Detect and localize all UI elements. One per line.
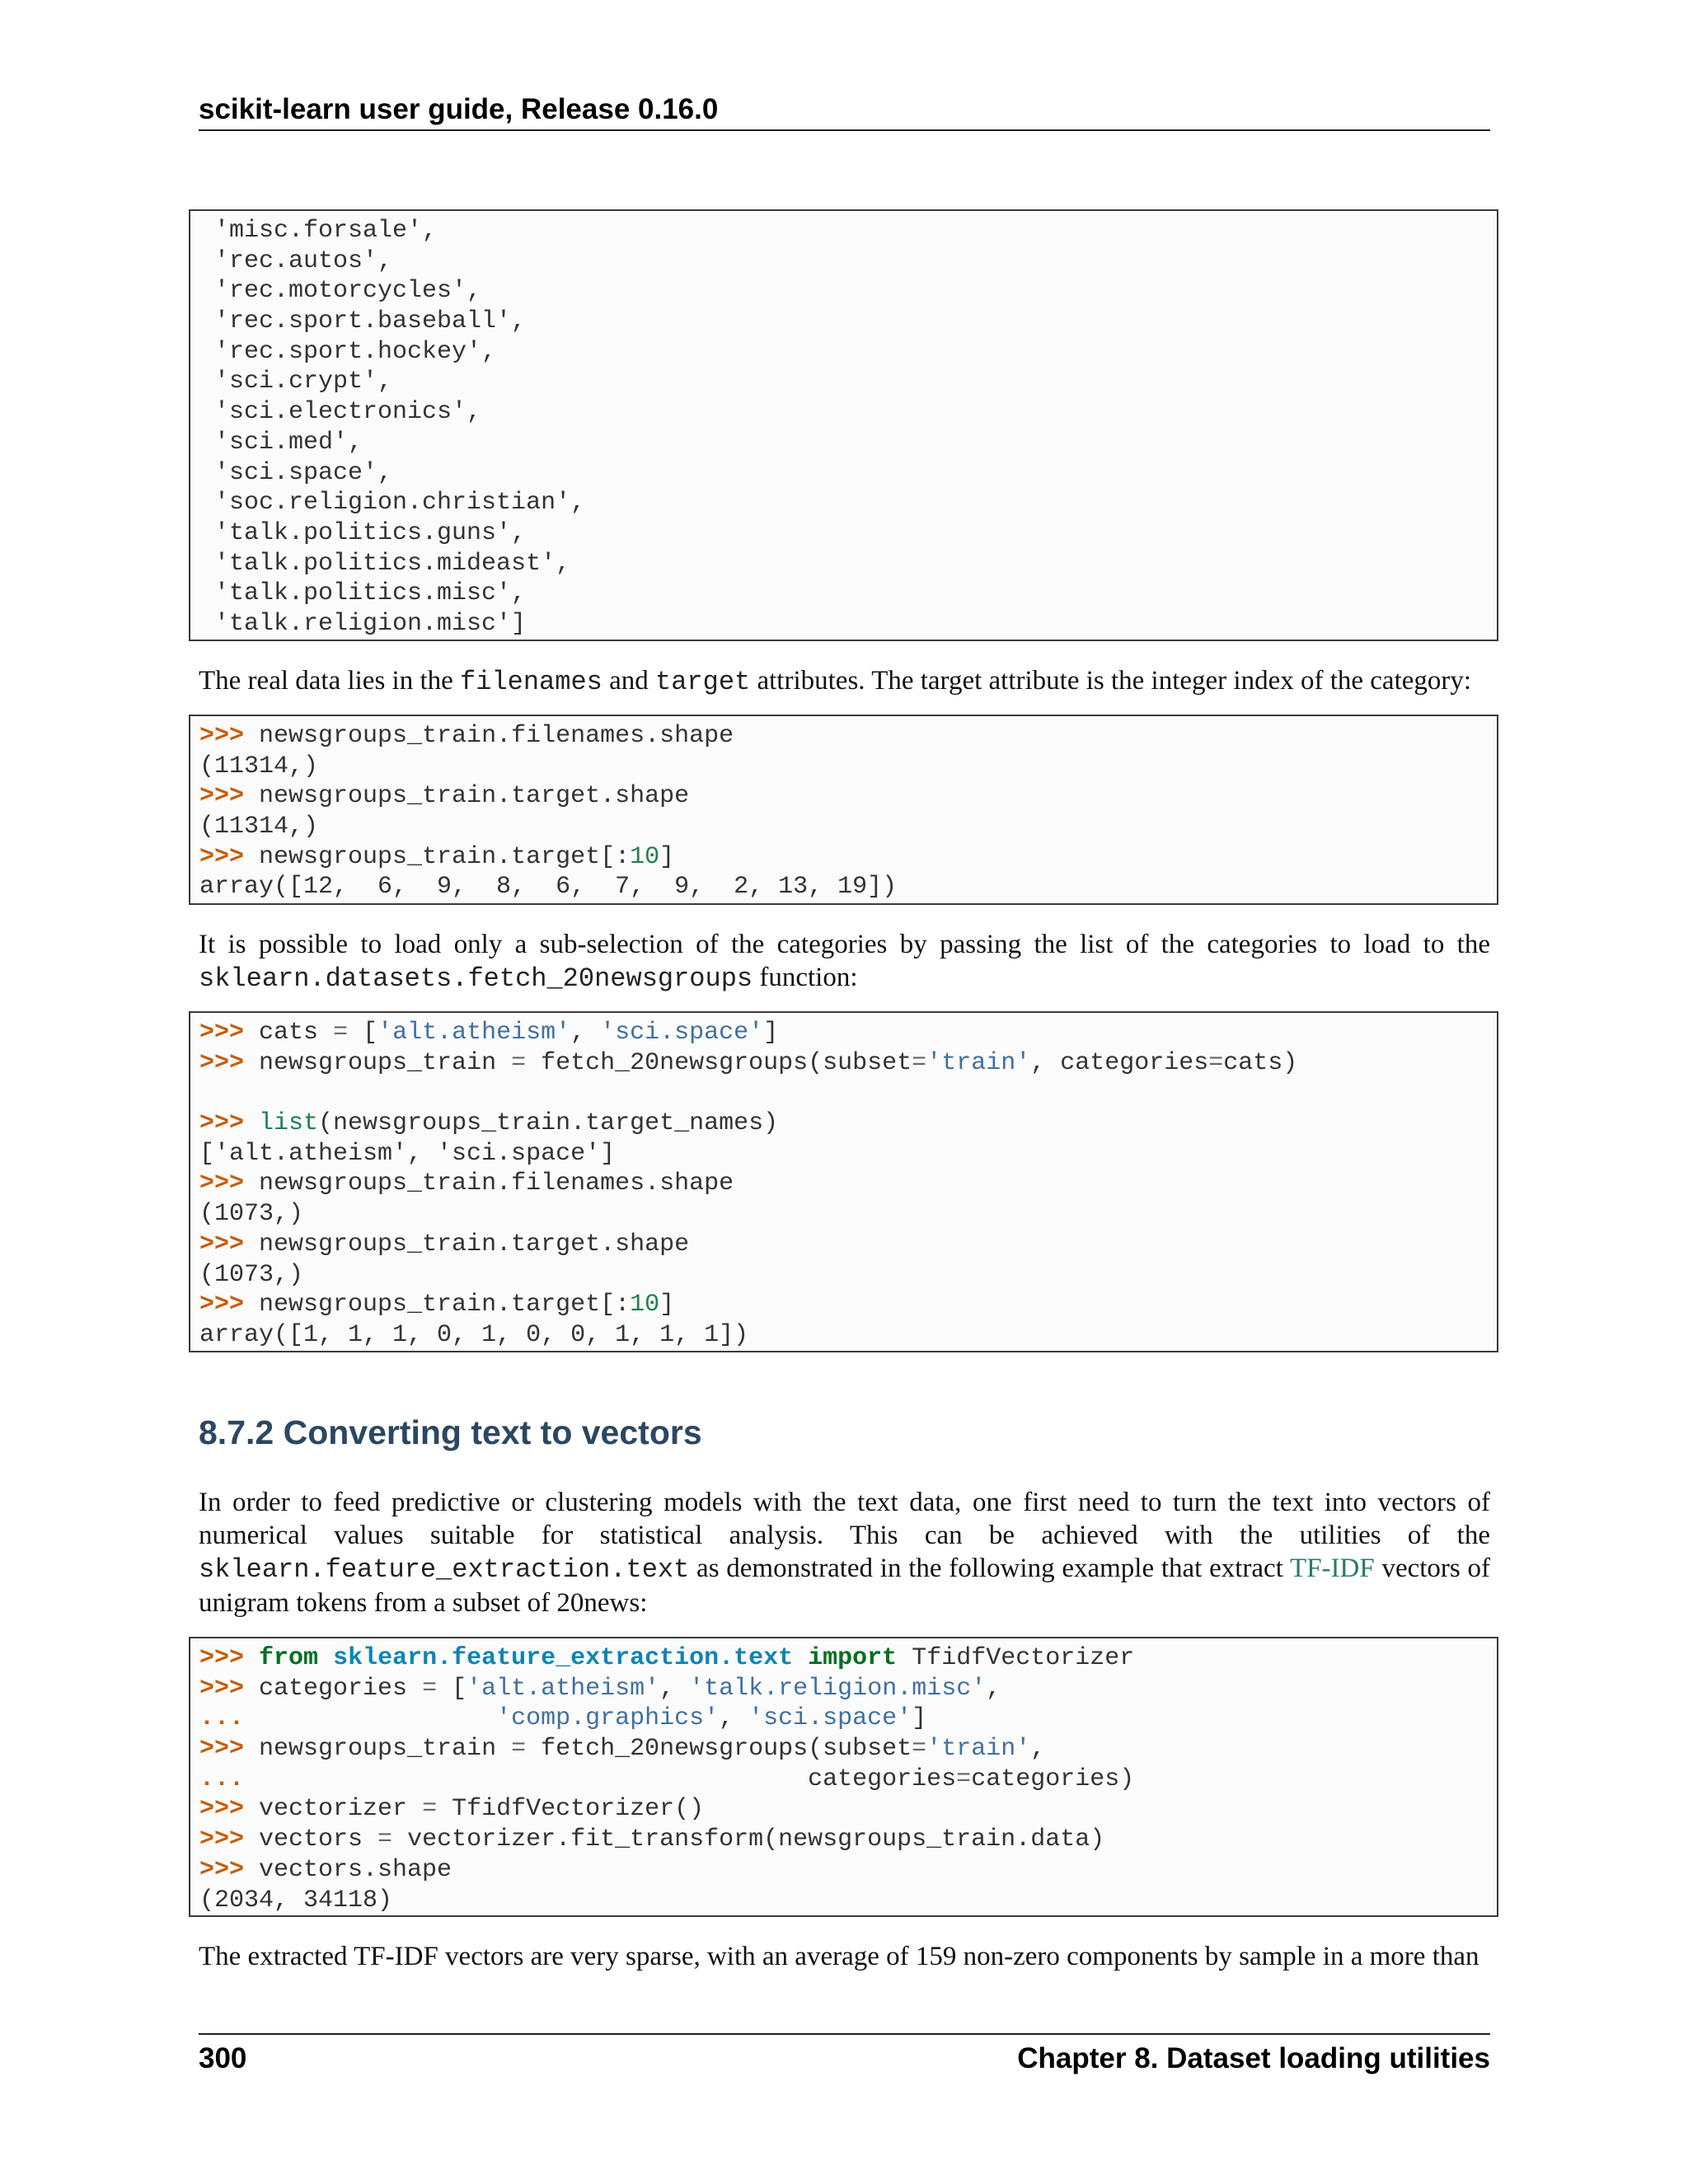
code-line <box>199 1734 1497 1765</box>
prompt: >>> <box>199 1048 245 1077</box>
code: , categories <box>1030 1048 1209 1077</box>
code-line <box>199 1048 1497 1079</box>
code-line: 'sci.electronics', <box>199 398 482 427</box>
keyword: import <box>808 1644 898 1672</box>
code: ] <box>659 842 675 871</box>
inline-code-target: target <box>655 667 751 697</box>
code: newsgroups_train.target.shape <box>244 782 690 811</box>
code: categories <box>244 1674 423 1703</box>
prompt: >>> <box>199 1795 245 1824</box>
text: The extracted TF-IDF vectors are very sparse, with an average of 159 non-zero components by sample in a more than <box>199 1942 1479 1971</box>
operator: = <box>1208 1048 1224 1077</box>
code-output: (11314,) <box>199 752 319 780</box>
string: 'alt.atheism' <box>467 1674 660 1703</box>
code-line <box>199 842 1497 873</box>
text: function: <box>753 963 858 992</box>
code <box>244 1704 496 1732</box>
code-line: 'rec.autos', <box>199 246 393 275</box>
chapter-title: Chapter 8. Dataset loading utilities <box>1017 2042 1490 2074</box>
text: attributes. The target attribute is the integer index of the category: <box>750 666 1472 696</box>
header-rule <box>199 129 1490 131</box>
code-line: 'misc.forsale', <box>199 217 438 245</box>
code: vectorizer <box>244 1795 423 1824</box>
code-line: 'sci.med', <box>199 428 363 457</box>
code: categories <box>808 1765 957 1793</box>
string: 'alt.atheism' <box>377 1019 571 1047</box>
string: 'talk.religion.misc' <box>689 1674 987 1703</box>
text: as demonstrated in the following example that extract <box>689 1554 1291 1583</box>
code: , <box>659 1674 690 1703</box>
running-footer <box>199 2041 1490 2077</box>
prompt: >>> <box>199 842 245 871</box>
code: ] <box>912 1704 927 1733</box>
code: newsgroups_train.filenames.shape <box>244 722 734 750</box>
prompt: >>> <box>199 782 245 811</box>
prompt: >>> <box>199 1735 245 1764</box>
code-line: 'sci.space', <box>199 458 393 487</box>
code-line <box>199 1855 1497 1886</box>
keyword: from <box>259 1644 319 1672</box>
number: 10 <box>630 1291 660 1319</box>
code-line <box>199 1018 1497 1048</box>
code: ] <box>763 1019 779 1047</box>
paragraph-converting <box>199 1486 1490 1619</box>
code-line <box>199 1825 1497 1855</box>
code-line <box>199 1704 1497 1734</box>
prompt: >>> <box>199 1019 245 1047</box>
code: fetch_20newsgroups(subset <box>526 1048 912 1077</box>
code-output: (1073,) <box>199 1260 304 1289</box>
section-heading: 8.7.2 Converting text to vectors <box>199 1413 702 1451</box>
operator: = <box>511 1048 527 1077</box>
code-line <box>199 781 1497 812</box>
page-number: 300 <box>199 2042 247 2074</box>
code: , <box>986 1674 1001 1703</box>
code-line: 'talk.politics.mideast', <box>199 549 571 578</box>
code-output: (1073,) <box>199 1200 304 1229</box>
code-line: 'talk.politics.guns', <box>199 518 527 547</box>
code: TfidfVectorizer <box>897 1644 1135 1672</box>
code-output: array([12, 6, 9, 8, 6, 7, 9, 2, 13, 19]) <box>199 873 898 902</box>
code-line: 'sci.crypt', <box>199 368 393 396</box>
code-line <box>199 1169 1497 1199</box>
code-block-vectorizer <box>189 1637 1498 1917</box>
code-line <box>199 721 1497 752</box>
prompt: >>> <box>199 1291 245 1319</box>
code-block-shapes <box>189 715 1498 905</box>
string: 'sci.space' <box>748 1704 912 1733</box>
paragraph-sub-selection <box>199 928 1490 996</box>
text: It is possible to load only a sub-selection of the categories by passing the list of the categories to load to the <box>199 930 1490 959</box>
code-output: (11314,) <box>199 813 319 841</box>
code: , <box>1030 1735 1046 1764</box>
text: The real data lies in the <box>199 666 461 696</box>
code: cats <box>244 1019 334 1047</box>
prompt: >>> <box>199 1169 245 1198</box>
code: newsgroups_train <box>244 1735 512 1764</box>
code-block-category-list <box>189 209 1498 641</box>
paragraph-real-data <box>199 664 1490 699</box>
code: newsgroups_train.target.shape <box>244 1230 690 1258</box>
code-line: 'rec.sport.hockey', <box>199 337 497 366</box>
inline-code-fetch: sklearn.datasets.fetch_20newsgroups <box>199 963 753 994</box>
paragraph-sparse <box>199 1940 1490 1973</box>
code-line <box>199 1643 1497 1674</box>
string: 'comp.graphics' <box>496 1704 720 1733</box>
continuation: ... <box>199 1765 245 1793</box>
code-line <box>199 1794 1497 1825</box>
code: TfidfVectorizer() <box>437 1795 705 1824</box>
code-line: 'rec.sport.baseball', <box>199 307 527 336</box>
module-name: sklearn.feature_extraction.text <box>333 1644 794 1672</box>
code-line: 'soc.religion.christian', <box>199 489 586 518</box>
code-block-subset <box>189 1011 1498 1352</box>
code: newsgroups_train.target[: <box>244 1291 631 1319</box>
operator: = <box>912 1735 927 1764</box>
prompt: >>> <box>199 1674 245 1703</box>
inline-code-module: sklearn.feature_extraction.text <box>199 1554 690 1585</box>
code: cats) <box>1223 1048 1298 1077</box>
code: [ <box>348 1019 378 1047</box>
code: fetch_20newsgroups(subset <box>526 1735 912 1764</box>
code: newsgroups_train <box>244 1048 512 1077</box>
code: vectors.shape <box>244 1855 452 1884</box>
prompt: >>> <box>199 1644 245 1672</box>
string: 'train' <box>926 1048 1031 1077</box>
code-output: (2034, 34118) <box>199 1886 393 1915</box>
code-line <box>199 1290 1497 1320</box>
operator: = <box>956 1765 972 1793</box>
text: In order to feed predictive or clustering models with the text data, one first need to turn the text into vectors of numerical values suitable for statistical analysis. This can be achieved with the utilities of the <box>199 1488 1490 1550</box>
prompt: >>> <box>199 1855 245 1884</box>
string: 'sci.space' <box>600 1019 764 1047</box>
blank-line <box>199 1078 1497 1108</box>
builtin: list <box>259 1109 319 1138</box>
code: newsgroups_train.target[: <box>244 842 631 871</box>
code: ] <box>659 1291 675 1319</box>
code-line <box>199 1765 1497 1795</box>
prompt: >>> <box>199 1825 245 1854</box>
code-line: 'talk.religion.misc'] <box>199 609 527 638</box>
code <box>244 1765 808 1793</box>
running-header: scikit-learn user guide, Release 0.16.0 <box>199 93 719 125</box>
operator: = <box>422 1795 438 1824</box>
text: and <box>602 666 656 696</box>
code: (newsgroups_train.target_names) <box>318 1109 779 1138</box>
number: 10 <box>630 842 660 871</box>
code: [ <box>437 1674 467 1703</box>
code: , <box>570 1019 601 1047</box>
string: 'train' <box>926 1735 1031 1764</box>
code-line <box>199 1230 1497 1260</box>
prompt: >>> <box>199 722 245 750</box>
code-line <box>199 1674 1497 1704</box>
continuation: ... <box>199 1704 245 1733</box>
prompt: >>> <box>199 1230 245 1258</box>
operator: = <box>422 1674 438 1703</box>
operator: = <box>377 1825 393 1854</box>
code-line <box>199 1108 1497 1139</box>
footer-rule <box>199 2033 1490 2035</box>
text: vectors of unigram tokens from a subset of 20news: <box>199 1554 1490 1618</box>
code: , <box>719 1704 749 1733</box>
code-output: ['alt.atheism', 'sci.space'] <box>199 1139 616 1168</box>
code: categories) <box>971 1765 1135 1793</box>
operator: = <box>912 1048 927 1077</box>
tfidf-link[interactable]: TF-IDF <box>1290 1554 1375 1583</box>
code-line: 'talk.politics.misc', <box>199 579 527 608</box>
code: newsgroups_train.filenames.shape <box>244 1169 734 1198</box>
operator: = <box>511 1735 527 1764</box>
inline-code-filenames: filenames <box>460 667 603 697</box>
code: vectors <box>244 1825 378 1854</box>
prompt: >>> <box>199 1109 245 1138</box>
operator: = <box>333 1019 349 1047</box>
code-output: array([1, 1, 1, 0, 1, 0, 0, 1, 1, 1]) <box>199 1320 749 1349</box>
code: vectorizer.fit_transform(newsgroups_train.data) <box>392 1825 1105 1854</box>
code-line: 'rec.motorcycles', <box>199 277 482 306</box>
